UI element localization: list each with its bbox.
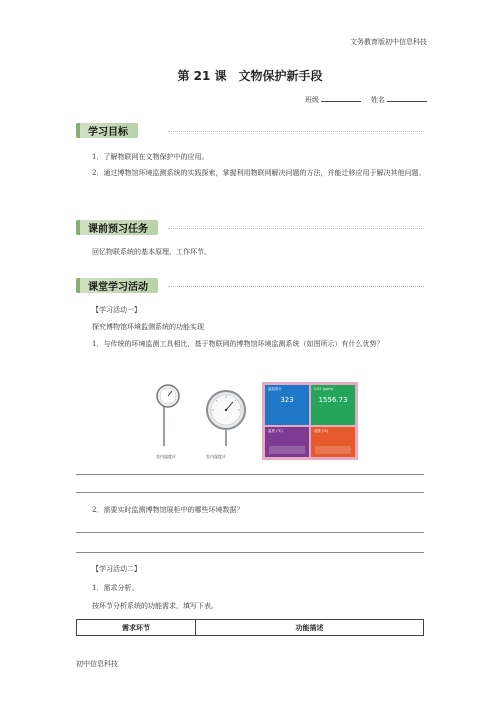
function-table [76, 619, 424, 636]
table-header-row [77, 620, 424, 636]
activity2-tag: 【学习活动二】 [92, 565, 141, 573]
activity2-step1-desc: 按环节分析系统的功能需求，填写下表。 [92, 602, 218, 610]
answer-line[interactable] [76, 474, 424, 475]
section-divider [168, 286, 424, 287]
answer-line[interactable] [76, 552, 424, 553]
thermometer-image [150, 382, 198, 460]
answer-line[interactable] [76, 492, 424, 493]
table-header-cell: 需求环节 [77, 620, 196, 636]
answer-line[interactable] [76, 532, 424, 533]
monitoring-figure [150, 382, 358, 460]
monitor-screen [262, 382, 358, 460]
section-goals: 学习目标 [76, 123, 138, 138]
activity1-question2: 2．需要实时监测博物馆展柜中的哪些环境数据？ [92, 506, 244, 514]
section-divider [168, 228, 424, 229]
activity1-tag: 【学习活动一】 [92, 306, 141, 314]
hygrometer-image [204, 382, 252, 460]
section-divider [168, 131, 424, 132]
hygrometer-icon [204, 382, 252, 448]
section-preview: 课前预习任务 [76, 220, 158, 235]
table-header-cell: 功能描述 [196, 620, 424, 636]
hygrometer-caption: 室内湿度计 [206, 454, 226, 459]
monitor-tile: 温度 (℃) [265, 427, 309, 457]
page-title: 第 21 课 文物保护新手段 [177, 69, 323, 83]
activity1-subtitle: 探究博物馆环境监测系统的功能实现 [92, 323, 204, 331]
section-activity: 课堂学习活动 [76, 278, 158, 293]
class-name-line [305, 94, 427, 105]
activity2-step1: 1．需求分析。 [92, 584, 139, 592]
goal-item: 1．了解物联网在文物保护中的应用。 [92, 153, 209, 161]
preview-text: 回忆物联系统的基本原理、工作环节。 [92, 248, 211, 256]
footer-note: 初中信息科技 [76, 660, 118, 668]
header-note: 文务教育版初中信息科技 [350, 38, 427, 46]
goal-item: 2．通过博物馆环境监测系统的实践探索，掌握利用物联网解决问题的方法，并能迁移应用于解决其他问题。 [92, 169, 426, 177]
name-field: 姓名 [371, 94, 427, 105]
monitor-tile: 湿度 (%) [311, 427, 355, 457]
monitor-tile: CO2 (ppm) 1556.73 [311, 385, 355, 425]
thermometer-icon [150, 382, 198, 448]
activity1-question1: 1．与传统的环境监测工具相比，基于物联网的博物馆环境监测系统（如图所示）有什么优势？ [92, 340, 384, 348]
thermometer-caption: 室内温度计 [156, 454, 176, 459]
monitor-tile: 温湿度计 323 [265, 385, 309, 425]
class-field: 班级 [305, 94, 361, 105]
